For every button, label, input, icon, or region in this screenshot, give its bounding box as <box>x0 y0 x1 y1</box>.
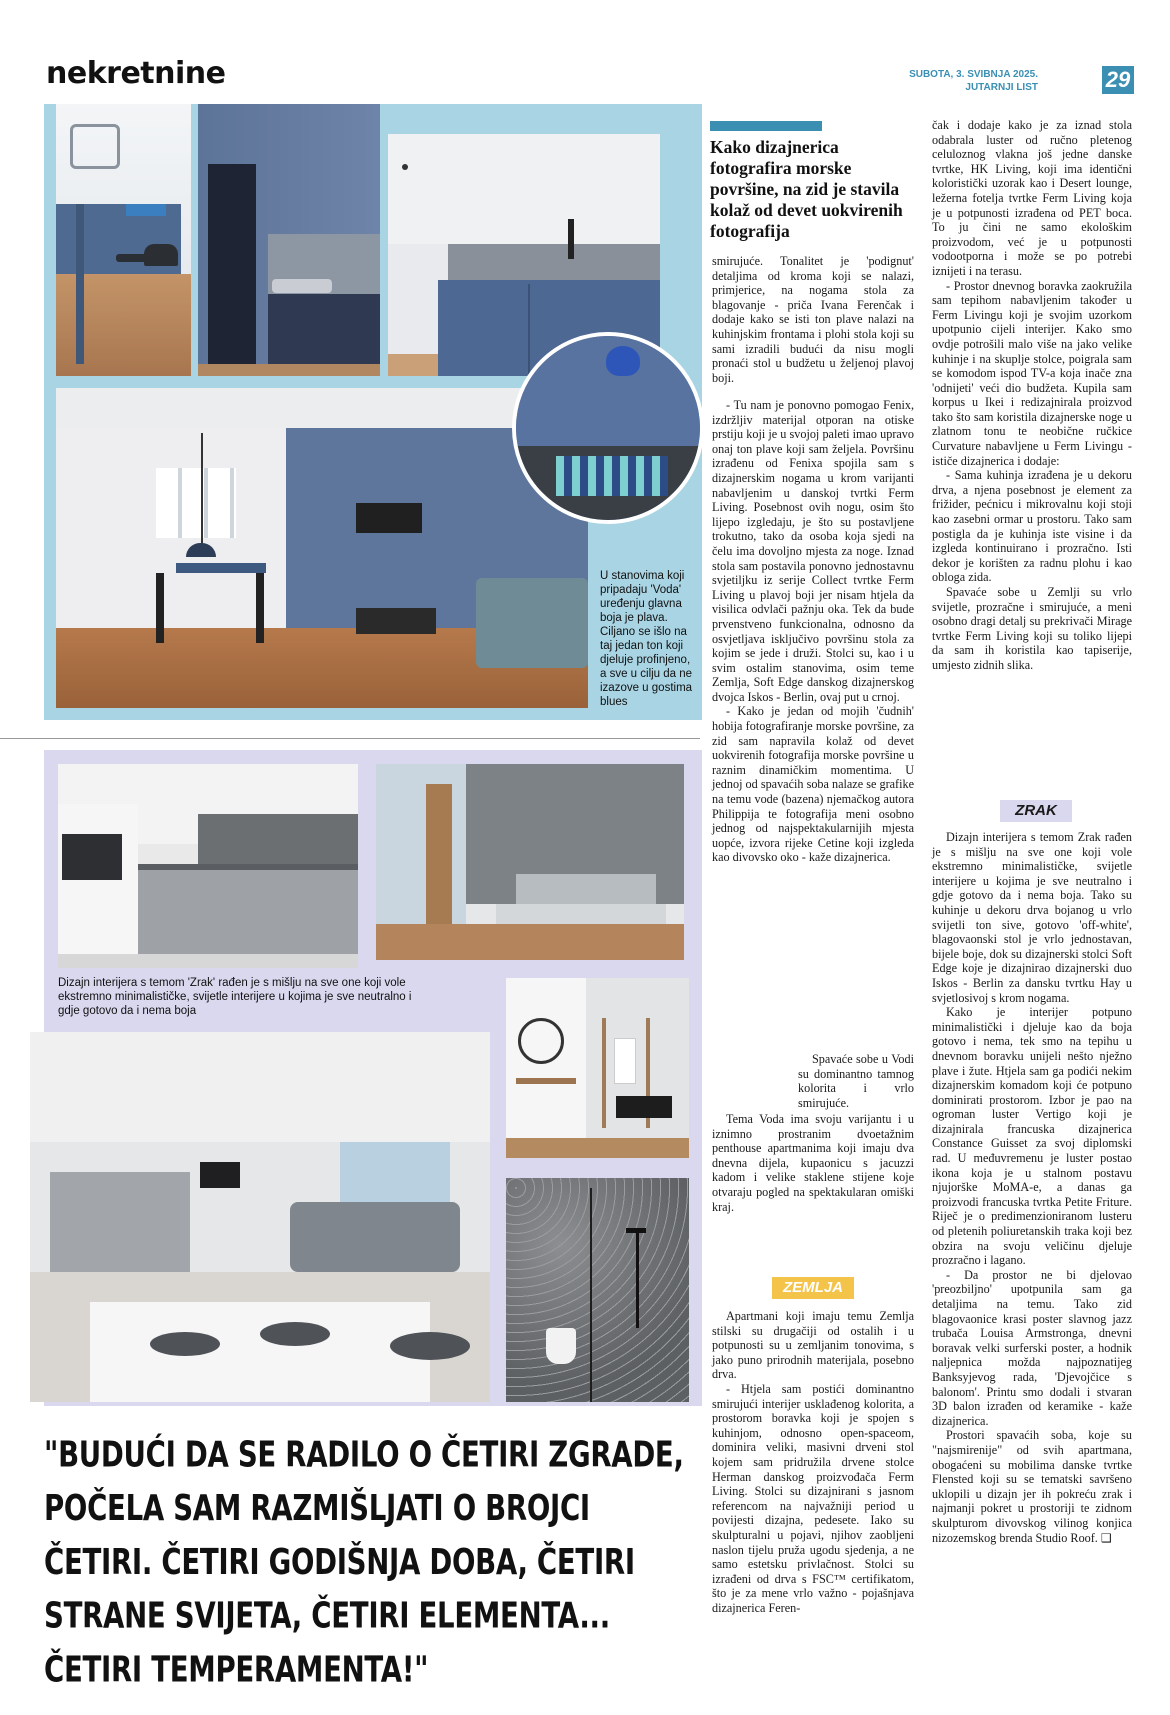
column-1-upper <box>712 254 914 385</box>
photo-living-room-grey <box>30 1032 490 1402</box>
column-1-narrow <box>798 1052 914 1110</box>
pull-quote: "BUDUĆI DA SE RADILO O ČETIRI ZGRADE, POČELA SAM RAZMIŠLJATI O BROJCI ČETIRI. ČETIRI GODIŠNJA DOBA, ČETIRI STRANE SVIJETA, ČETIRI ELEMENTA... ČETIRI TEMPERAMENTA!" <box>44 1433 684 1691</box>
paragraph: - Prostor dnevnog boravka zaokružila sam tepihom nabavljenim također u Ferm Livingu koji je svojim uzorkom upotpunio cijeli interijer. Kako smo ovdje potrošili malo više na jako velike kuhinje i na skuplje stolce, poigrala sam se komodom ispod TV-a koja inače zna 'odnijeti' veći dio budžeta. Kupila sam korpus u Ikei i redizajnirala proizvod tako što sam koristila dizajnerske noge u zlatnom tonu te neobične ručkice Curvature nabavljene u Ferm Livingu - ističe dizajnerica i dodaje: <box>932 278 1132 468</box>
paragraph: - Sama kuhinja izrađena je u dekoru drva, a njena posebnost je element za frižider, pećnicu i mikrovalnu koji stoji kao zasebni ormar u prostoru. Tako sam postigla da je kuhinja iste visine i da izgleda kontinuirano i prozračno. Isti dekor je korišten za radnu plohu i kao obloga zida. <box>932 468 1132 585</box>
headline-bar <box>710 121 822 131</box>
paragraph: Spavaće sobe u Zemlji su vrlo svijetle, prozračne i smirujuće, a meni osobno dragi detalj su prekrivači Mirage tvrtke Ferm Living koji su toliko lijepi da sam ih koristila kao tapiserije, umjesto zidnih slika. <box>932 585 1132 672</box>
photo-hallway-white <box>506 978 689 1158</box>
issue-info <box>909 68 1038 94</box>
paragraph: Kako je interijer potpuno minimalistički i djeluje kao da boja gotovo i nema, tek smo na tepihu u dnevnom boravku unijeli nešto nježno plave i žute. Htjela sam ga podići nekim dizajnerskim komadom koji će potpuno dominirati prostorom. Izbor je pao na ogroman luster Vertigo koji je dizajnirala francuska dizajnerica Constance Guisset za svoj diplomski rad. U međuvremenu je luster postao ikona koja je u stalnom postavu njujorške MoMA-e, a danas ga proizvodi francuska tvrtka Petite Friture. Riječ je o predimenzioniranom lusteru od pletenih poliuretanskih traka koji bez obzira na svoju veličinu djeluje prozračno i lagano. <box>932 1005 1132 1268</box>
column-2-zrak <box>932 830 1132 1545</box>
column-2 <box>932 118 1132 673</box>
page-number: 29 <box>1102 66 1134 94</box>
photo-bedroom-grey <box>376 764 684 960</box>
paragraph: Tema Voda ima svoju varijantu i u iznimno prostranim dvoetažnim penthouse apartmanima koji imaju dva dnevna dijela, kupaonicu s jacuzzi kadom i velike staklene stijene koje otvaraju pogled na spektakularan omiški kraj. <box>712 1112 914 1214</box>
paragraph: - Da prostor ne bi djelovao 'preozbiljno' upotpunila sam ga detaljima na temu. Tako zid blagovaonice krasi poster slavnog jazz trubača Louisa Armstronga, dnevni boravak velki surferski poster, a hodnik naljepnica možda najpoznatijeg Banksyjevog rada, 'Djevojčice s balonom'. Printu smo dodali i stvaran 3D balon izrađen od keramike - kaže dizajnerica. <box>932 1267 1132 1428</box>
article-headline: Kako dizajnerica fotografira morske površine, na zid je stavila kolaž od devet uokvirenih fotografija <box>710 137 903 241</box>
paragraph: - Kako je jedan od mojih 'čudnih' hobija fotografiranje morske površine, za zid sam napravila kolaž od devet uokvirenih fotografija morske površine u raznim dinamičkim momentima. U jednoj od spavaćih soba nalaze se grafike na temu vode (bazena) njemačkog autora Philippija te fotografija meni osobno jednog od najspektakularnijih mjesta uopće, izvora rijeke Cetine koji izgleda kao divovsko oko - kaže dizajnerica. <box>712 704 914 865</box>
section-divider <box>0 738 700 739</box>
photo-chess-inset <box>512 332 704 524</box>
caption-voda: U stanovima koji pripadaju 'Voda' uređenju glavna boja je plava. Ciljano se išlo na taj jedan ton koji djeluje profinjeno, a sve u cilju da ne izazove u gostima blues <box>600 570 693 708</box>
column-1-zemlja <box>712 1309 914 1615</box>
paragraph: Spavaće sobe u Vodi su dominantno tamnog koloritа i vrlo smirujuće. <box>798 1052 914 1110</box>
caption-zrak: Dizajn interijera s temom 'Zrak' rađen je s mišlju na sve one koji vole ekstremno minimalističke, svijetle interijere u kojima je sve neutralno i gdje gotovo da i nema boja <box>58 977 412 1017</box>
photo-bedroom-blue <box>198 104 380 376</box>
issue-date: SUBOTA, 3. SVIBNJA 2025. <box>909 69 1038 80</box>
photo-kitchen-grey <box>58 764 358 968</box>
paragraph: Apartmani koji imaju temu Zemlja stilski su drugačiji od ostalih i u potpunosti su u zemljanim tonovima, s jako puno prirodnih materijala, posebno drva. <box>712 1309 914 1382</box>
paragraph: čak i dodaje kako je za iznad stola odabrala luster od ručno pletenog celuloznog vlakna još jedne danske tvrtke, HK Living, koji ima identični koloristički uzorak kao i Desert lounge, ležerna fotelja tvrtke Ferm Living koja je u potpunosti izrađena od PET boca. To ju čini ne samo ekološkim proizvodom, već je u potpunosti vodootporna i može se po potrebi iznijeti i na terasu. <box>932 118 1132 278</box>
subhead-zrak: ZRAK <box>1000 800 1072 822</box>
column-1-wrap <box>712 398 914 865</box>
paragraph: Prostori spavaćih soba, koje su "najsmirenije" od svih apartmana, obogaćeni su mobilima danske tvrtke Flensted koji su se tematski savršeno uklopili u dizajn jer ih pokreću zrak i najmanji pokret u prostoriji te zidnom skulpturom divovskog vilinog konjica nizozemskog brenda Studio Roof. ❑ <box>932 1428 1132 1545</box>
subhead-zemlja: ZEMLJA <box>772 1277 854 1299</box>
section-title: nekretnine <box>46 56 226 91</box>
paragraph: smirujuće. Tonalitet je 'podignut' detaljima od kroma koji se nalazi, primjerice, na nogama stola za blagovanje - priča Ivana Ferenčak i dodaje kako se isti ton plave nalazi na kuhinjskim frontama i plohi stola koji su sami izradili budući da nisu mogli pronaći stol u budžetu u željenoj plavoj boji. <box>712 254 914 385</box>
paragraph: - Htjela sam postići dominantno smirujući interijer usklađenog kolorita, a prostorom boravka koji je spojen s kuhinjom, odnosno open-spaceom, dominira veliki, masivni drveni stol kojem sam pridružila drvene stolce Herman danskog proizvođača Ferm Living. Stolci su dizajnirani s jasnom referencom na najvažniji period u povijesti dizajna, pedesete. Iako su skulpturalni u pojavi, njihov zaobljeni naslon tijelu pruža ugodu sjedenja, a ne samo estetsku privlačnost. Stolci su izrađeni od drva s FSC™ certifikatom, što je za mene vrlo važno - pojašnjava dizajnerica Feren- <box>712 1381 914 1615</box>
publication-name: JUTARNJI LIST <box>965 82 1038 93</box>
photo-living-room-blue <box>56 388 588 708</box>
paragraph: Dizajn interijera s temom Zrak rađen je s mišlju na sve one koji vole ekstremno minimalističke, svijetle interijere u kojima je sve neutralno i gdje gotovo da i nema boja. Tako su kuhinje u dekoru drva bojanog u vrlo svijetli ton sive, gotovo 'off-white', blagovaonski stol je vrlo jednostavan, bijele boje, dok su dizajnerski stolci Soft Edge koje je dizajnirao dizajnerski duo Iskos - Berlin za dansku tvrtku Hay u svjetlosivoj s krom nogama. <box>932 830 1132 1005</box>
column-1-lower <box>712 1112 914 1214</box>
photo-desk <box>56 104 191 376</box>
paragraph: - Tu nam je ponovno pomogao Fenix, izdržljiv materijal otporan na otiske prstiju koji je u svojoj paleti imao upravo onaj ton plave koji sam željela. Površinu izrađenu od Fenixa spojila sam s dizajnerskim nogama u krom varijanti nabavljenim u danskoj tvrtki Ferm Living. Posebnost ovih nogu, osim što lijepo izgledaju, je što su postavljene trokutno, tako da osoba koja sjedi na čelu ima dovoljno mjesta za noge. Iznad stola sam postavila ponovno jednostavnu svjetiljku iz serije Collect tvrtke Ferm Living u plavoj boji jer nisam htjela da visilica odvlači pažnju oka. Tek da bude prvenstveno funkcionalna, odnosno da osvjetljava isključivo površinu stola za kojim se jede i druži. Stolci su, kao i u svim ostalim stanovima, osim teme Zemlja, Soft Edge danskog dizajnerskog dvojca Iskos - Berlin, ovaj put u crnoj. <box>712 398 914 704</box>
photo-bathroom <box>506 1178 689 1402</box>
